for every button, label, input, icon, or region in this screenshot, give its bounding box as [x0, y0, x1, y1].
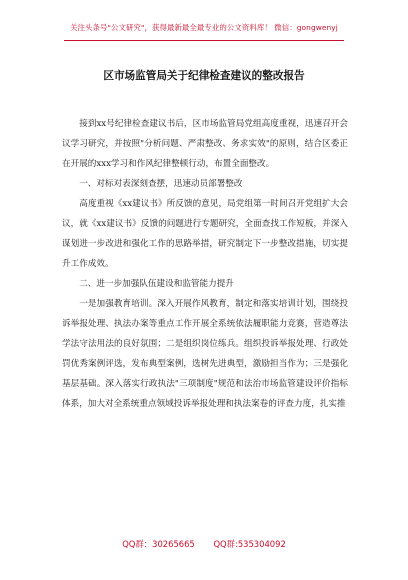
footer — [0, 538, 408, 550]
document-body — [62, 114, 348, 414]
section-paragraph-2: 一是加强教育培训。深入开展作风教育，制定和落实培训计划，围绕投诉举报处理、执法办案等重点工作开展全系统依法履职能力竞赛，营造尊法学法守法用法的良好氛围；二是组织岗位练兵。组织投诉举报处理、行政处罚优秀案例评选，发布典型案例，选树先进典型，激励担当作为；三是强化基层基础。深入落实行政执法"三项制度"规范和法治市场监管建设评价指标体系，加大对全系统重点领域投诉举报处理和执法案卷的评查力度，扎实推 — [62, 299, 348, 409]
document-title: 区市场监管局关于纪律检查建议的整改报告 — [103, 70, 305, 82]
footer-qq-group-2: QQ群:535304092 — [213, 539, 286, 549]
intro-paragraph: 接到xx号纪律检查建议书后，区市场监管局党组高度重视，迅速召开会议学习研究，并按照"分析问题、严肃整改、务求实效"的原则，结合区委正在开展的xxx学习和作风纪律整顿行动，布置全面整改。 — [62, 119, 348, 169]
header-banner: 关注头条号"公文研究"，获得最新最全最专业的公文资料库！ 微信：gongwenyj — [70, 23, 338, 32]
footer-qq-group-1: QQ群：30265665 — [122, 539, 195, 549]
header-divider — [64, 40, 344, 41]
section-heading-1: 一、对标对表深刻查摆，迅速动员部署整改 — [79, 179, 243, 189]
section-paragraph-1: 高度重视《xx建议书》所反馈的意见，局党组第一时间召开党组扩大会议，就《xx建议书》反馈的问题进行专题研究，全面查找工作短板，并深入谋划进一步改进和强化工作的思路举措，研究制定下一步整改措施，切实提升工作成效。 — [62, 199, 348, 269]
section-heading-2: 二、进一步加强队伍建设和监管能力提升 — [79, 279, 234, 289]
